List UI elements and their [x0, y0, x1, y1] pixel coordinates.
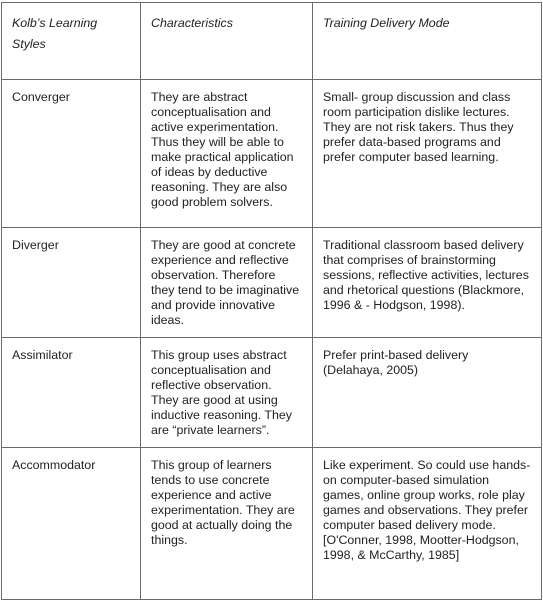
style-cell: Accommodator [2, 448, 141, 600]
header-characteristics: Characteristics [141, 3, 313, 80]
table-row [2, 228, 542, 338]
style-cell: Converger [2, 80, 141, 228]
table-row [2, 338, 542, 448]
table-row [2, 80, 542, 228]
delivery-cell: Like experiment. So could use hands-on computer-based simulation games, online group works, role play games and observations. They prefer computer based delivery mode. [O'Conner, 1998, Mootter-Hodgson, 1998, & McCarthy, 1985] [313, 448, 542, 600]
header-learning-styles: Kolb’s Learning Styles [2, 3, 141, 80]
delivery-cell: Traditional classroom based delivery that comprises of brainstorming sessions, reflective activities, lectures and rhetorical questions (Blackmore, 1996 & - Hodgson, 1998). [313, 228, 542, 338]
header-training-delivery-mode: Training Delivery Mode [313, 3, 542, 80]
table-row [2, 448, 542, 600]
delivery-cell: Small- group discussion and class room participation dislike lectures. They are not risk takers. Thus they prefer data-based programs and prefer computer based learning. [313, 80, 542, 228]
characteristics-cell: This group uses abstract conceptualisation and reflective observation. They are good at using inductive reasoning. They are “private learners”. [141, 338, 313, 448]
characteristics-cell: This group of learners tends to use concrete experience and active experimentation. They are good at actually doing the things. [141, 448, 313, 600]
characteristics-cell: They are abstract conceptualisation and active experimentation. Thus they will be able to make practical application of ideas by deductive reasoning. They are also good problem solvers. [141, 80, 313, 228]
delivery-cell: Prefer print-based delivery (Delahaya, 2005) [313, 338, 542, 448]
kolb-learning-styles-table [1, 2, 542, 600]
table-header-row [2, 3, 542, 80]
style-cell: Assimilator [2, 338, 141, 448]
characteristics-cell: They are good at concrete experience and reflective observation. Therefore they tend to be imaginative and provide innovative ideas. [141, 228, 313, 338]
style-cell: Diverger [2, 228, 141, 338]
